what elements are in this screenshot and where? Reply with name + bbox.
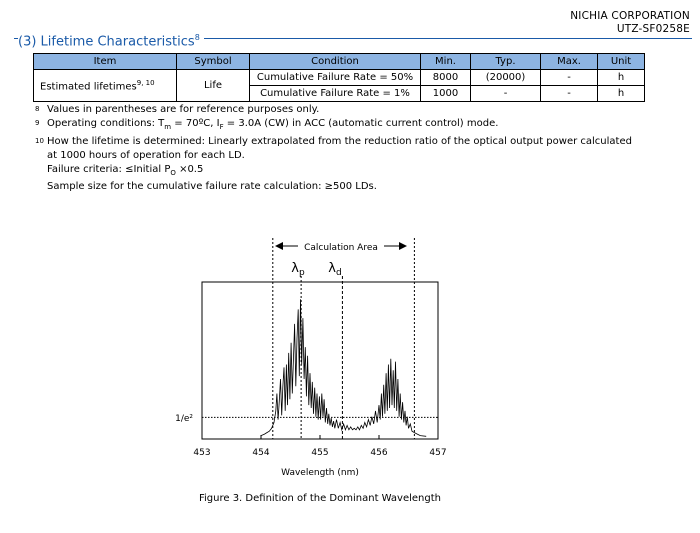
x-tick-label: 456: [370, 448, 388, 458]
footnote-10-line2: at 1000 hours of operation for each LD.: [47, 149, 245, 161]
lambda-d-label: [328, 261, 341, 278]
footnote-text: How the lifetime is determined: Linearly extrapolated from the reduction ratio of the optical output power calculated: [47, 135, 632, 147]
footnote-marker: 8: [35, 105, 40, 113]
max-cell: -: [541, 86, 598, 102]
footnote-text: Values in parentheses are for reference purposes only.: [47, 104, 320, 115]
min-cell: 8000: [421, 70, 471, 86]
item-refs: 9, 10: [136, 78, 155, 87]
typ-cell: -: [471, 86, 541, 102]
document-number: UTZ-SF0258E: [616, 23, 690, 35]
company-name: NICHIA CORPORATION: [570, 10, 690, 22]
spectrum-plot: [193, 238, 446, 458]
threshold-label: 1/e²: [175, 414, 193, 424]
col-header-unit: Unit: [598, 54, 645, 70]
min-cell: 1000: [421, 86, 471, 102]
footnote-text: ×0.5: [175, 164, 204, 176]
footnote-sub: F: [219, 123, 224, 132]
col-header-min: Min.: [421, 54, 471, 70]
footnote-10-sample: Sample size for the cumulative failure rate calculation: ≥500 LDs.: [47, 181, 377, 193]
symbol-cell: Life: [177, 70, 250, 102]
footnote-text: Failure criteria: ≤Initial P: [47, 164, 171, 176]
col-header-typ: Typ.: [471, 54, 541, 70]
x-tick-label: 453: [193, 448, 211, 458]
footnote-sub: m: [164, 123, 172, 132]
lambda-p-label: [291, 261, 305, 278]
item-label: Estimated lifetimes: [40, 81, 137, 93]
lambda-d-symbol: λ: [328, 261, 336, 276]
typ-cell: (20000): [471, 70, 541, 86]
col-header-condition: Condition: [250, 54, 421, 70]
footnote-marker: 10: [35, 136, 44, 145]
x-tick-label: 455: [311, 448, 329, 458]
footnote-text: = 3.0A (CW) in ACC (automatic current control) mode.: [223, 118, 499, 130]
col-header-symbol: Symbol: [177, 54, 250, 70]
lambda-d-sub: d: [335, 268, 342, 278]
x-tick-label: 457: [429, 448, 447, 458]
unit-cell: h: [598, 70, 645, 86]
col-header-max: Max.: [541, 54, 598, 70]
lambda-p-sub: p: [298, 268, 305, 278]
col-header-item: Item: [34, 54, 177, 70]
footnote-text: = 70ºC, I: [171, 118, 220, 130]
spectrum-line: [261, 299, 426, 436]
unit-cell: h: [598, 86, 645, 102]
footnote-marker: 9: [35, 119, 40, 128]
footnote-sub: O: [170, 169, 176, 178]
condition-cell: Cumulative Failure Rate = 1%: [250, 86, 421, 102]
x-axis-label: Wavelength (nm): [281, 468, 359, 478]
section-title-text: (3) Lifetime Characteristics: [18, 34, 195, 50]
footnote-text: Operating conditions: T: [47, 118, 165, 130]
max-cell: -: [541, 70, 598, 86]
lambda-p-symbol: λ: [291, 261, 299, 276]
section-title-ref: 8: [194, 33, 200, 42]
calc-area-label: Calculation Area: [304, 243, 378, 253]
condition-cell: Cumulative Failure Rate = 50%: [250, 70, 421, 86]
figure-caption: Figure 3. Definition of the Dominant Wavelength: [198, 493, 441, 504]
x-tick-label: 454: [252, 448, 270, 458]
